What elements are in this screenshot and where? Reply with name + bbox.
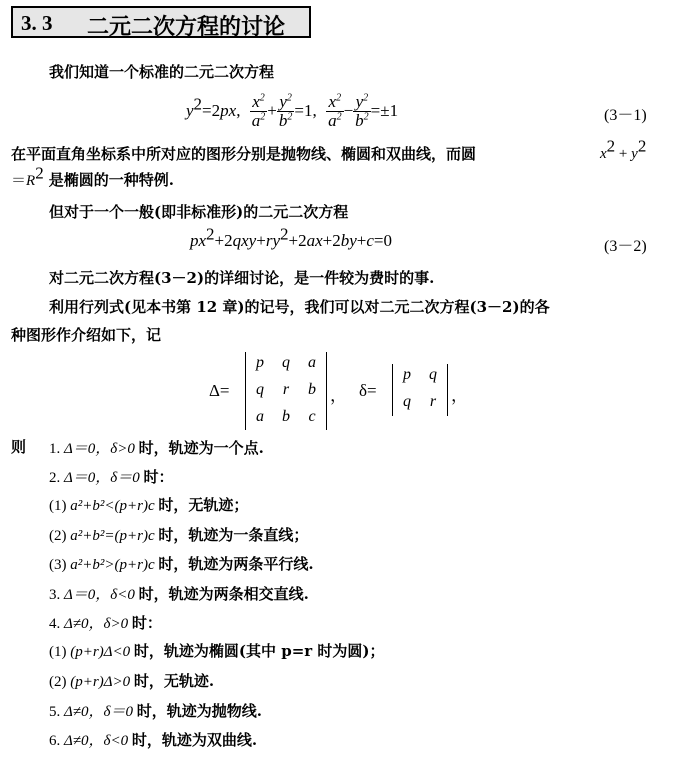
case-item xyxy=(49,671,214,691)
case-item xyxy=(49,495,248,515)
intro-text: 我们知道一个标准的二元二次方程 xyxy=(49,63,275,81)
case-condition: Δ≠0，δ＝0 xyxy=(64,703,137,720)
para1-line1: 在平面直角坐标系中所对应的图形分别是抛物线、椭圆和双曲线，而圆 xyxy=(11,145,477,163)
det-cell: c xyxy=(308,408,316,425)
case-item xyxy=(49,583,309,604)
det-cell: a xyxy=(256,408,264,425)
case-condition: Δ≠0，δ>0 xyxy=(64,616,132,633)
det-cell: p xyxy=(256,354,264,371)
det-cell: p xyxy=(403,366,411,383)
case-text: 时，无轨迹. xyxy=(133,671,215,690)
case-text: 时，轨迹为椭圆(其中 p=r 时为圆)； xyxy=(133,642,385,661)
fraction: $\frac{x^2}{a^2}$ xyxy=(328,92,342,130)
case-label: (1) xyxy=(49,498,71,515)
case-condition: Δ＝0，δ＝0 xyxy=(64,470,144,487)
case-label: (2) xyxy=(49,673,71,690)
case-label: 4. xyxy=(49,616,64,633)
case-label: 3. xyxy=(49,587,64,603)
det-cell: r xyxy=(282,381,290,398)
fraction: $\frac{y^2}{b^2}$ xyxy=(278,92,293,130)
fraction: $\frac{y^2}{b^2}$ xyxy=(355,92,369,130)
det-cell: b xyxy=(308,381,316,398)
case-condition: Δ＝0，δ<0 xyxy=(64,587,139,603)
det-separator: ， xyxy=(330,386,347,405)
para1-line2: $=R^2$ 是椭圆的一种特例. xyxy=(11,163,175,189)
det-cell: q xyxy=(403,393,411,410)
case-item xyxy=(49,700,262,721)
det-tail: ， xyxy=(451,386,468,405)
case-text: 时： xyxy=(131,614,162,633)
case-condition: a²+b²=(p+r)c xyxy=(70,527,159,544)
det-cell: b xyxy=(282,408,290,425)
case-text: 时，轨迹为双曲线. xyxy=(131,731,258,749)
cases-lead: 则 xyxy=(11,438,27,456)
big-determinant xyxy=(245,352,327,430)
para2-text: 但对于一个一般(即非标准形)的二元二次方程 xyxy=(49,203,349,221)
equation-number-3-2: (3－2) xyxy=(604,238,647,255)
case-text: 时，轨迹为抛物线. xyxy=(136,701,262,720)
case-item xyxy=(49,729,257,750)
case-condition: Δ＝0，δ>0 xyxy=(64,441,139,457)
case-label: (1) xyxy=(49,644,71,661)
small-determinant xyxy=(392,364,448,416)
case-label: (3) xyxy=(49,556,71,573)
section-header xyxy=(11,6,311,38)
section-title: 二元二次方程的讨论 xyxy=(87,15,286,40)
case-item xyxy=(49,466,174,487)
case-label: 5. xyxy=(49,703,64,720)
equation-3-2: $px^2+2qxy+ry^2+2ax+2by+c=0$ xyxy=(190,224,393,250)
section-number: 3. 3 xyxy=(21,11,53,35)
case-item xyxy=(49,437,264,458)
case-text: 时，无轨迹； xyxy=(158,496,249,515)
para1-formula: $x^2 + y^2$ xyxy=(600,136,647,162)
case-condition: a²+b²>(p+r)c xyxy=(70,556,159,573)
det-cell: a xyxy=(308,354,316,371)
case-item xyxy=(49,612,162,633)
det-cell: q xyxy=(282,354,290,371)
small-det-label: δ= xyxy=(359,381,377,400)
case-condition: a²+b²<(p+r)c xyxy=(70,498,159,515)
case-text: 时，轨迹为两条相交直线. xyxy=(138,585,309,603)
det-cell: q xyxy=(256,381,264,398)
det-cell: q xyxy=(429,366,437,383)
equation-3-1: $y^2=2px$, $\frac{x^2}{a^2}$ + $\frac{y^2}{b^2}$ =1, $\frac{x^2}{a^2}$ − $\frac{y^2}{b^2}$ =±1 xyxy=(186,92,399,130)
para4-line1: 利用行列式(见本书第 12 章)的记号，我们可以对二元二次方程(3－2)的各 xyxy=(49,298,550,316)
para3-text: 对二元二次方程(3－2)的详细讨论，是一件较为费时的事. xyxy=(49,269,435,287)
case-text: 时，轨迹为一条直线； xyxy=(158,525,309,544)
case-item xyxy=(49,641,385,661)
case-label: 2. xyxy=(49,470,64,487)
case-item xyxy=(49,525,308,545)
case-text: 时，轨迹为两条平行线. xyxy=(158,554,314,573)
para4-line2: 种图形作介绍如下，记 xyxy=(11,326,162,344)
case-item xyxy=(49,554,314,574)
case-label: (2) xyxy=(49,527,71,544)
det-cell: r xyxy=(429,393,437,410)
equation-number-3-1: (3－1) xyxy=(604,107,647,124)
case-label: 6. xyxy=(49,733,64,749)
case-condition: (p+r)Δ<0 xyxy=(70,644,134,661)
fraction: $\frac{x^2}{a^2}$ xyxy=(251,92,266,130)
case-condition: (p+r)Δ>0 xyxy=(70,673,134,690)
case-condition: Δ≠0，δ<0 xyxy=(64,733,132,749)
case-label: 1. xyxy=(49,441,64,457)
case-text: 时，轨迹为一个点. xyxy=(138,439,264,457)
big-det-label: Δ= xyxy=(209,381,230,400)
case-text: 时： xyxy=(143,468,174,487)
